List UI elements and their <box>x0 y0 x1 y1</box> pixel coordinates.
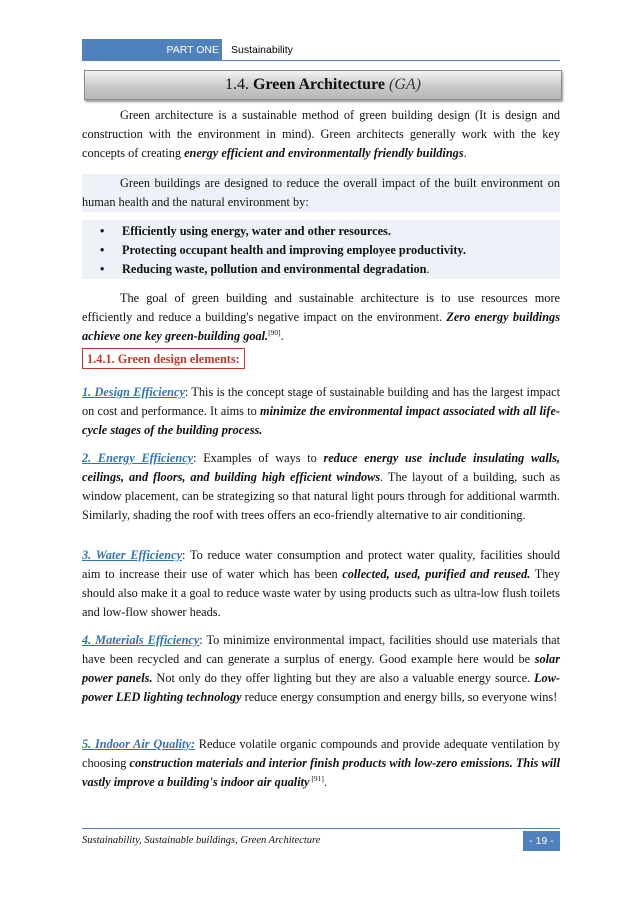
footer-text: Sustainability, Sustainable buildings, Green Architecture <box>82 835 321 846</box>
element-name: 4. Materials Efficiency <box>82 633 200 647</box>
element-materials-efficiency: 4. Materials Efficiency: To minimize environmental impact, facilities should use materials that have been recycled and can generate a surplus of energy. Good example here would be solar power panels. Not only do they offer lighting but they are also a valuable energy source. Low-power LED lighting technology reduce energy consumption and energy bills, so everyone wins! <box>82 633 560 704</box>
element-name: 5. Indoor Air Quality: <box>82 737 196 751</box>
list-item: • Protecting occupant health and improving employee productivity. <box>82 241 560 260</box>
title-abbrev: (GA) <box>388 76 421 93</box>
subsection-heading <box>82 348 560 369</box>
title-main: Green Architecture <box>253 76 385 93</box>
subsection-title: 1.4.1. Green design elements: <box>82 348 245 369</box>
header-section-title: Sustainability <box>231 44 293 56</box>
intro-paragraph-2 <box>82 174 560 212</box>
goal-paragraph: The goal of green building and sustainable architecture is to use resources more efficiently and reduce a building's negative impact on the environment. Zero energy buildings achieve one key green-building goal.[90]. <box>82 291 560 343</box>
header-rule <box>82 60 560 61</box>
element-name: 3. Water Efficiency <box>82 548 183 562</box>
element-name: 2. Energy Efficiency <box>82 451 194 465</box>
bullet-list <box>82 220 560 279</box>
list-item: • Reducing waste, pollution and environmental degradation. <box>82 260 560 279</box>
footer-rule <box>82 828 560 829</box>
citation-ref: [91] <box>309 773 324 783</box>
running-header <box>82 39 560 61</box>
page-number: - 19 - <box>523 831 560 851</box>
section-title-banner <box>84 70 562 100</box>
title-number: 1.4. <box>225 76 250 93</box>
intro-p1-end: . <box>463 146 467 160</box>
part-label: PART ONE <box>82 39 222 61</box>
bullet-icon: • <box>100 262 105 276</box>
element-indoor-air-quality: 5. Indoor Air Quality: Reduce volatile organic compounds and provide adequate ventilation by choosing construction materials and interior finish products with low-zero emissions. This will vastly improve a building's indoor air quality [91]. <box>82 737 561 789</box>
goal-emphasis: Zero energy buildings achieve one key green-building goal. <box>82 310 560 343</box>
bullet-icon: • <box>100 224 105 238</box>
intro-p2-text: Green buildings are designed to reduce the overall impact of the built environment on human health and the natural environment by: <box>82 176 560 209</box>
bullet-icon: • <box>100 243 105 257</box>
intro-paragraph-1 <box>82 106 560 163</box>
element-name: 1. Design Efficiency <box>82 385 185 399</box>
list-item: • Efficiently using energy, water and other resources. <box>82 222 560 241</box>
citation-ref: [90] <box>268 327 281 337</box>
intro-p1-emphasis: energy efficient and environmentally friendly buildings <box>184 146 464 160</box>
intro-p1-text: Green architecture is a sustainable method of green building design (It is design and construction with the environment in mind). Green architects generally work with the key concepts of creating <box>82 108 560 160</box>
element-energy-efficiency: 2. Energy Efficiency: Examples of ways to reduce energy use include insulating walls, ceilings, and floors, and building high efficient windows. The layout of a building, such as window placement, can be strategizing so that natural light pours through for additional warmth. Similarly, shading the roof with trees offers an eco-friendly alternative to air conditioning. <box>82 451 561 522</box>
element-water-efficiency: 3. Water Efficiency: To reduce water consumption and protect water quality, facilities should aim to increase their use of water which has been collected, used, purified and reused. They should also make it a goal to reduce waste water by using products such as ultra-low flush toilets and low-flow shower heads. <box>82 548 560 619</box>
element-design-efficiency: 1. Design Efficiency: This is the concept stage of sustainable building and has the largest impact on cost and performance. It aims to minimize the environmental impact associated with all life-cycle stages of the building process. <box>82 385 560 437</box>
header-separator <box>223 39 225 61</box>
